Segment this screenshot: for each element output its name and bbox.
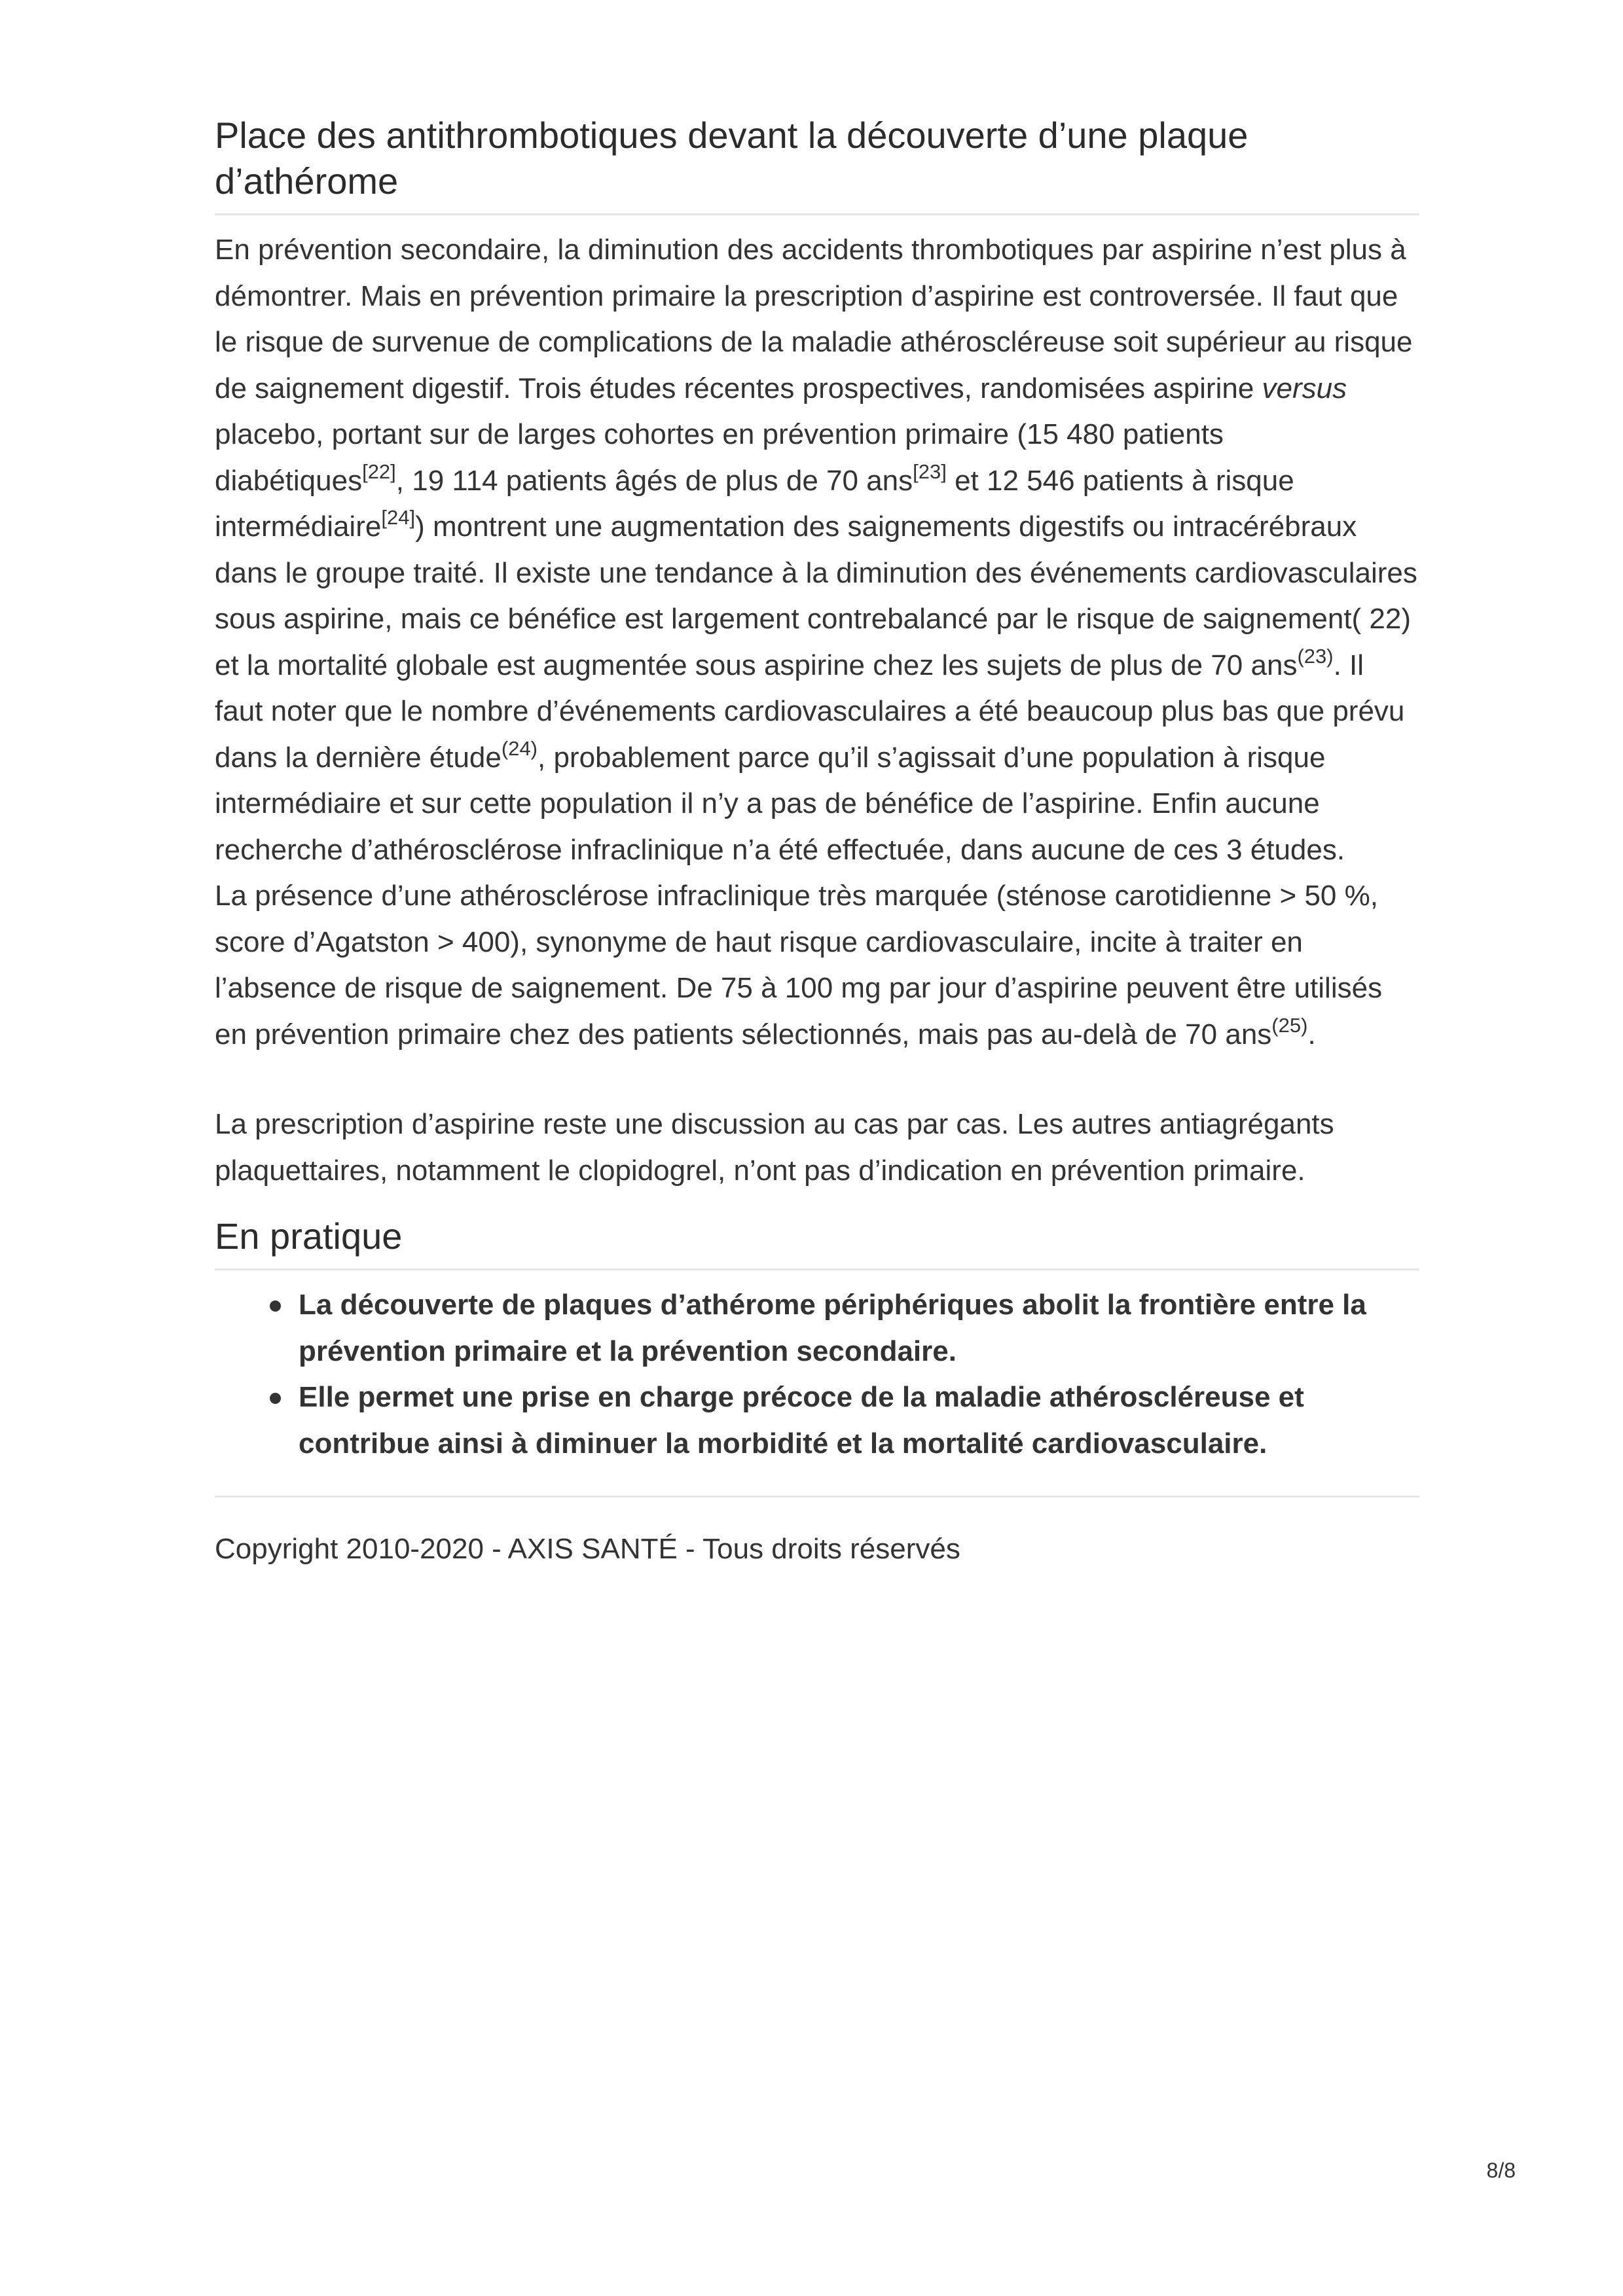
copyright-notice: Copyright 2010-2020 - AXIS SANTÉ - Tous droits réservés <box>215 1533 960 1565</box>
text-segment: placebo, portant sur de larges cohortes en prévention primaire (15 480 patients diabétiques <box>215 418 1224 497</box>
text-segment: , 19 114 patients âgés de plus de 70 ans <box>395 464 913 497</box>
list-item <box>299 1282 1419 1374</box>
text-segment: , probablement parce qu’il s’agissait d’une population à risque intermédiaire et sur cette population il n’y a pas de bénéfice de l’aspirine. Enfin aucune recherche d’athérosclérose infraclinique n’a été effectuée, dans aucune de ces 3 études. <box>215 741 1345 866</box>
reference-24b: (24) <box>501 736 538 760</box>
paragraph-spacer <box>215 1058 1419 1102</box>
list-item <box>299 1374 1419 1467</box>
section-heading-antithrombotiques: Place des antithrombotiques devant la découverte d’une plaque d’athérome <box>215 115 1249 202</box>
list-item-text: La découverte de plaques d’athérome périphériques abolit la frontière entre la prévention primaire et la prévention secondaire. <box>299 1289 1366 1367</box>
bullet-dot-icon <box>270 1393 281 1404</box>
page-number: 8/8 <box>1486 2159 1516 2182</box>
italic-versus: versus <box>1262 372 1347 404</box>
text-segment: et 12 546 patients à risque intermédiaire <box>215 464 1294 543</box>
article-content <box>215 113 1419 1572</box>
text-segment: En prévention secondaire, la diminution des accidents thrombotiques par aspirine n’est plus à démontrer. Mais en prévention primaire la prescription d’aspirine est controversée. Il faut que le risque de survenue de complications de la maladie athéroscléreuse soit supérieur au risque de saignement digestif. Trois études récentes prospectives, randomisées aspirine <box>215 234 1413 404</box>
practice-bullet-list <box>215 1282 1419 1467</box>
section-heading-en-pratique: En pratique <box>215 1215 403 1257</box>
text-segment: La présence d’une athérosclérose infraclinique très marquée (sténose carotidienne > 50 %, score d’Agatston > 400), synonyme de haut risque cardiovasculaire, incite à traiter en l’absence de risque de saignement. De 75 à 100 mg par jour d’aspirine peuvent être utilisés en prévention primaire chez des patients sélectionnés, mais pas au-delà de 70 ans <box>215 880 1383 1050</box>
footer-divider <box>215 1496 1419 1498</box>
section-en-pratique <box>215 1213 1419 1467</box>
paragraph-aspirin-primary-prevention <box>215 227 1419 873</box>
bullet-dot-icon <box>270 1300 281 1312</box>
paragraph-infraclinical-atherosclerosis <box>215 873 1419 1058</box>
text-segment: . Il faut noter que le nombre d’événements cardiovasculaires a été beaucoup plus bas que prévu dans la dernière étude <box>215 649 1405 774</box>
paragraph-case-by-case: La prescription d’aspirine reste une discussion au cas par cas. Les autres antiagrégants plaquettaires, notamment le clopidogrel, n’ont pas d’indication en prévention primaire. <box>215 1108 1334 1187</box>
text-segment: ) montrent une augmentation des saignements digestifs ou intracérébraux dans le groupe traité. Il existe une tendance à la diminution des événements cardiovasculaires sous aspirine, mais ce bénéfice est largement contrebalancé par le risque de saignement( 22) et la mortalité globale est augmentée sous aspirine chez les sujets de plus de 70 ans <box>215 511 1417 681</box>
reference-24[interactable]: [24] <box>381 506 416 529</box>
heading-divider <box>215 1268 1419 1270</box>
reference-23b: (23) <box>1297 644 1334 668</box>
heading-divider <box>215 213 1419 215</box>
text-segment: . <box>1307 1018 1316 1050</box>
list-item-text: Elle permet une prise en charge précoce de la maladie athéroscléreuse et contribue ainsi à diminuer la morbidité et la mortalité cardiovasculaire. <box>299 1381 1304 1460</box>
reference-25: (25) <box>1271 1013 1308 1037</box>
reference-22[interactable]: [22] <box>362 459 396 483</box>
reference-23[interactable]: [23] <box>913 459 947 483</box>
